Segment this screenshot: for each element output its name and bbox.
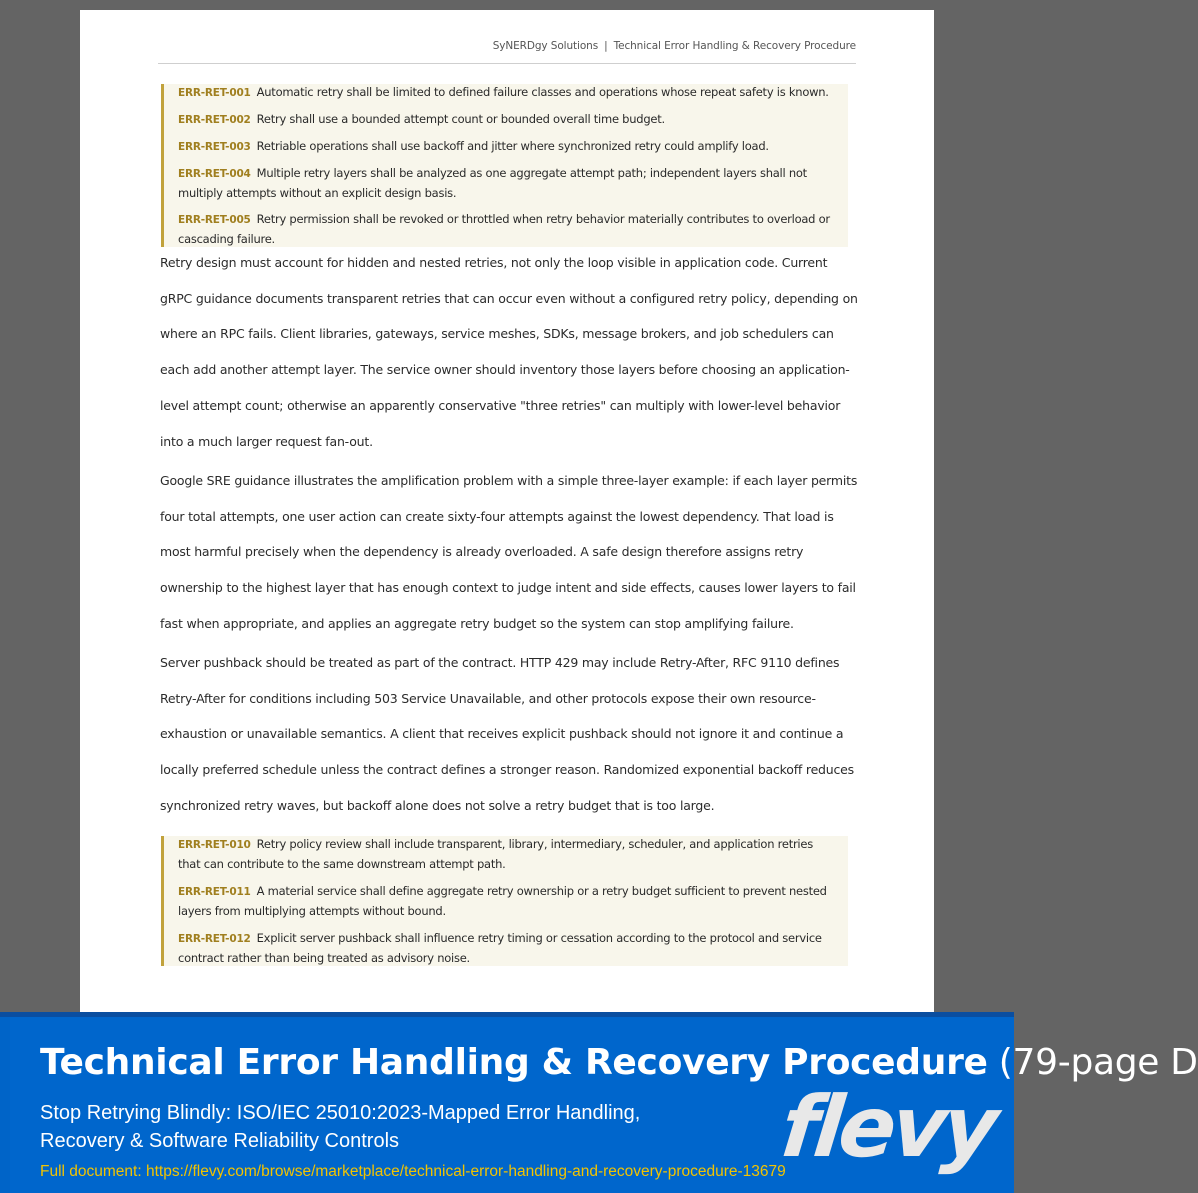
requirement-id: ERR-RET-001: [178, 87, 251, 99]
requirement-id: ERR-RET-004: [178, 168, 251, 180]
requirement-id: ERR-RET-011: [178, 886, 251, 898]
requirement-text: A material service shall define aggregate retry ownership or a retry budget sufficient to prevent nested layers from multiplying attempts without bound.: [178, 884, 827, 918]
promo-banner: [0, 1012, 1198, 1193]
banner-panel: [10, 1017, 1198, 1193]
requirement-text: Retry shall use a bounded attempt count or bounded overall time budget.: [256, 112, 665, 126]
requirement-text: Explicit server pushback shall influence retry timing or cessation according to the protocol and service contract rather than being treated as advisory noise.: [178, 931, 822, 965]
requirement-item: [178, 83, 838, 103]
requirements-box: [161, 84, 848, 247]
requirement-text: Retriable operations shall use backoff and jitter where synchronized retry could amplify load.: [256, 139, 769, 153]
body-paragraph: Server pushback should be treated as part of the contract. HTTP 429 may include Retry-After, RFC 9110 defines Retry-After for conditions including 503 Service Unavailable, and other protocols expose their own resource-exhaustion or unavailable semantics. A client that receives explicit pushback should not ignore it and continue a locally preferred schedule unless the contract defines a stronger reason. Randomized exponential backoff reduces synchronized retry waves, but backoff alone does not solve a retry budget that is too large.: [160, 655, 854, 813]
requirement-id: ERR-RET-010: [178, 839, 251, 851]
banner-title-rest: (79-page D: [987, 1042, 1198, 1083]
requirements-box: [161, 836, 848, 966]
flevy-logo: flevy: [777, 1078, 1000, 1176]
banner-subtitle: Stop Retrying Blindly: ISO/IEC 25010:2023-Mapped Error Handling, Recovery & Software Reliability Controls: [40, 1102, 641, 1152]
requirement-item: [178, 164, 838, 203]
requirement-id: ERR-RET-003: [178, 141, 251, 153]
requirement-id: ERR-RET-002: [178, 114, 251, 126]
requirement-item: [178, 137, 838, 157]
requirement-item: [178, 110, 838, 130]
header-company: SyNERDgy Solutions: [492, 40, 599, 52]
header-doc-title: Technical Error Handling & Recovery Procedure: [613, 40, 856, 52]
requirement-id: ERR-RET-012: [178, 933, 251, 945]
document-page: [80, 10, 934, 1020]
banner-title-bold: Technical Error Handling & Recovery Procedure: [40, 1042, 988, 1083]
body-paragraph: Retry design must account for hidden and nested retries, not only the loop visible in application code. Current gRPC guidance documents transparent retries that can occur even without a configured retry policy, depending on where an RPC fails. Client libraries, gateways, service meshes, SDKs, message brokers, and job schedulers can each add another attempt layer. The service owner should inventory those layers before choosing an application-level attempt count; otherwise an apparently conservative "three retries" can multiply with lower-level behavior into a much larger request fan-out.: [160, 255, 858, 449]
header-separator: |: [604, 40, 608, 52]
requirement-item: [178, 835, 838, 874]
banner-url-link[interactable]: Full document: https://flevy.com/browse/marketplace/technical-error-handling-and-recovery-procedure-13679: [40, 1163, 786, 1180]
requirement-text: Retry permission shall be revoked or throttled when retry behavior materially contributes to overload or cascading failure.: [178, 212, 830, 246]
requirement-id: ERR-RET-005: [178, 214, 251, 226]
banner-title: [40, 1041, 1198, 1085]
requirement-text: Multiple retry layers shall be analyzed as one aggregate attempt path; independent layers shall not multiply attempts without an explicit design basis.: [178, 166, 807, 200]
requirement-item: [178, 210, 838, 249]
requirement-item: [178, 929, 838, 968]
body-paragraph: Google SRE guidance illustrates the amplification problem with a simple three-layer example: if each layer permits four total attempts, one user action can create sixty-four attempts against the lowest dependency. That load is most harmful precisely when the dependency is already overloaded. A safe design therefore assigns retry ownership to the highest layer that has enough context to judge intent and side effects, causes lower layers to fail fast when appropriate, and applies an aggregate retry budget so the system can stop amplifying failure.: [160, 473, 858, 631]
requirement-item: [178, 882, 838, 921]
requirement-text: Retry policy review shall include transparent, library, intermediary, scheduler, and application retries that can contribute to the same downstream attempt path.: [178, 837, 813, 871]
running-header: [158, 40, 856, 52]
requirement-text: Automatic retry shall be limited to defined failure classes and operations whose repeat safety is known.: [256, 85, 829, 99]
header-rule: [158, 63, 856, 64]
